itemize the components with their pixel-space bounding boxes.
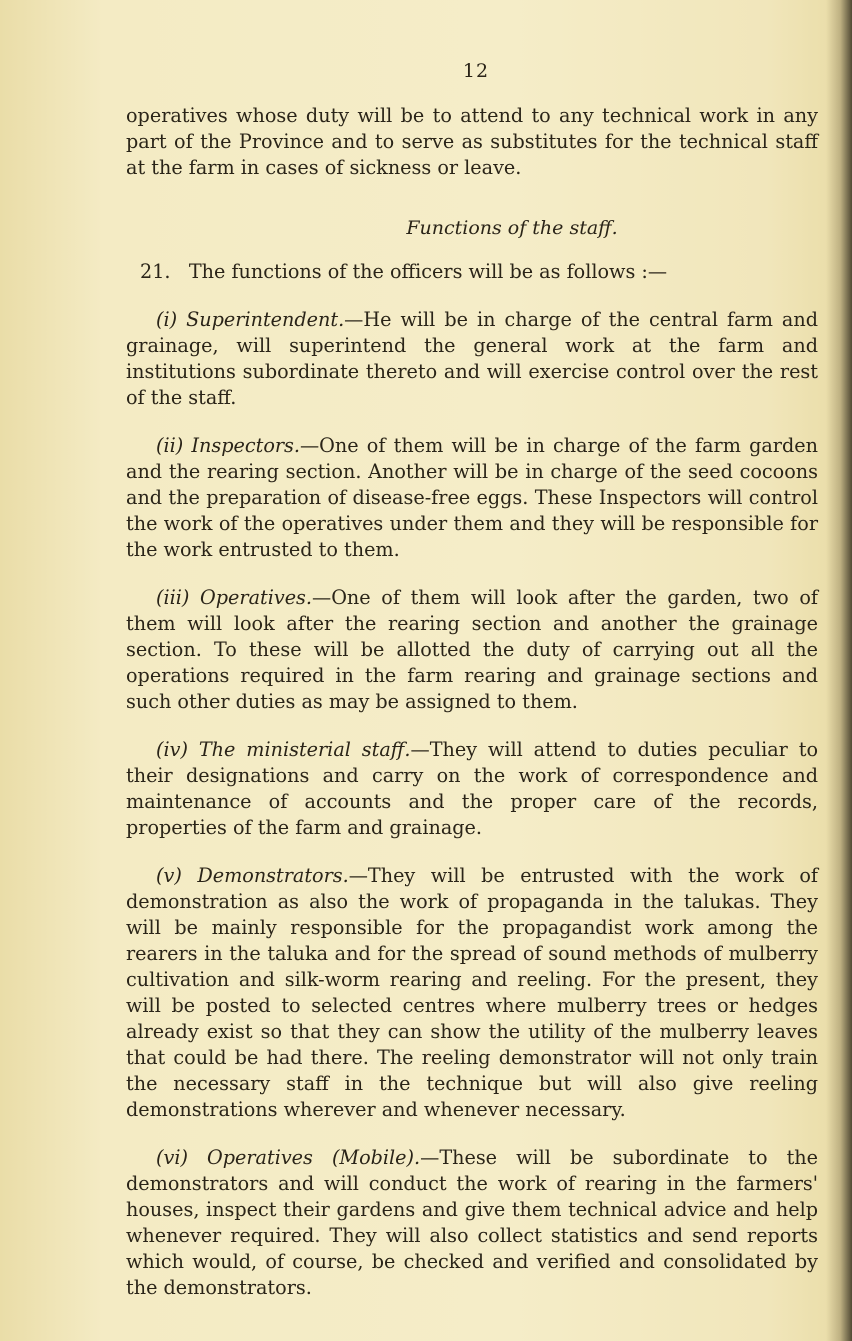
item-text: —They will be entrusted with the work of demonstration as also the work of propaganda in the talukas. They will be mainly responsible for the propagandist work among the rearers in the taluka and for the spread of sound methods of mulberry cultivation and silk-worm rearing and reeling. For the present, they will be posted to selected centres where mulberry trees or hedges already exist so that they can show the utility of the mulberry leaves that could be had there. The reeling demonstrator will not only train the necessary staff in the technique but will also give reeling demonstrations wherever and whenever necessary. [126, 864, 818, 1121]
item-operatives-mobile [126, 1145, 818, 1301]
page-edge-shadow [826, 0, 852, 1341]
clause-21 [126, 259, 818, 285]
item-label: (vi) Operatives (Mobile). [156, 1146, 421, 1169]
item-ministerial-staff [126, 737, 818, 841]
item-label: (v) Demonstrators. [156, 864, 349, 887]
item-superintendent [126, 307, 818, 411]
item-label: (i) Superintendent. [156, 308, 345, 331]
item-text: —These will be subordinate to the demonstrators and will conduct the work of rearing in the farmers' houses, inspect their gardens and give them technical advice and help whenever required. They will also collect statistics and send reports which would, of course, be checked and verified and consolidated by the demonstrators. [126, 1146, 818, 1299]
item-label: (iii) Operatives. [156, 586, 312, 609]
intro-paragraph: operatives whose duty will be to attend to any technical work in any part of the Province and to serve as substitutes for the technical staff at the farm in cases of sickness or leave. [126, 104, 818, 179]
item-demonstrators [126, 863, 818, 1123]
item-text: —One of them will look after the garden, two of them will look after the rearing section and another the grainage section. To these will be allotted the duty of carrying out all the operations required in the farm rearing and grainage sections and such other duties as may be assigned to them. [126, 586, 818, 713]
item-text: —They will attend to duties peculiar to their designations and carry on the work of correspondence and maintenance of accounts and the proper care of the records, properties of the farm and grainage. [126, 738, 818, 839]
item-text: —He will be in charge of the central farm and grainage, will superintend the general work at the farm and institutions subordinate thereto and will exercise control over the rest of the staff. [126, 308, 818, 409]
item-inspectors [126, 433, 818, 563]
item-operatives [126, 585, 818, 715]
item-text: —One of them will be in charge of the farm garden and the rearing section. Another will be in charge of the seed cocoons and the preparation of disease-free eggs. These Inspectors will control the work of the operatives under them and they will be responsible for the work entrusted to them. [126, 434, 818, 561]
section-heading: Functions of the staff. [406, 217, 618, 239]
item-label: (ii) Inspectors. [156, 434, 300, 457]
item-label: (iv) The ministerial staff. [156, 738, 411, 761]
clause-text: The functions of the officers will be as follows :— [188, 260, 668, 283]
page-number: 12 [462, 60, 490, 82]
page-body [126, 103, 818, 1301]
clause-number: 21. [140, 260, 171, 283]
